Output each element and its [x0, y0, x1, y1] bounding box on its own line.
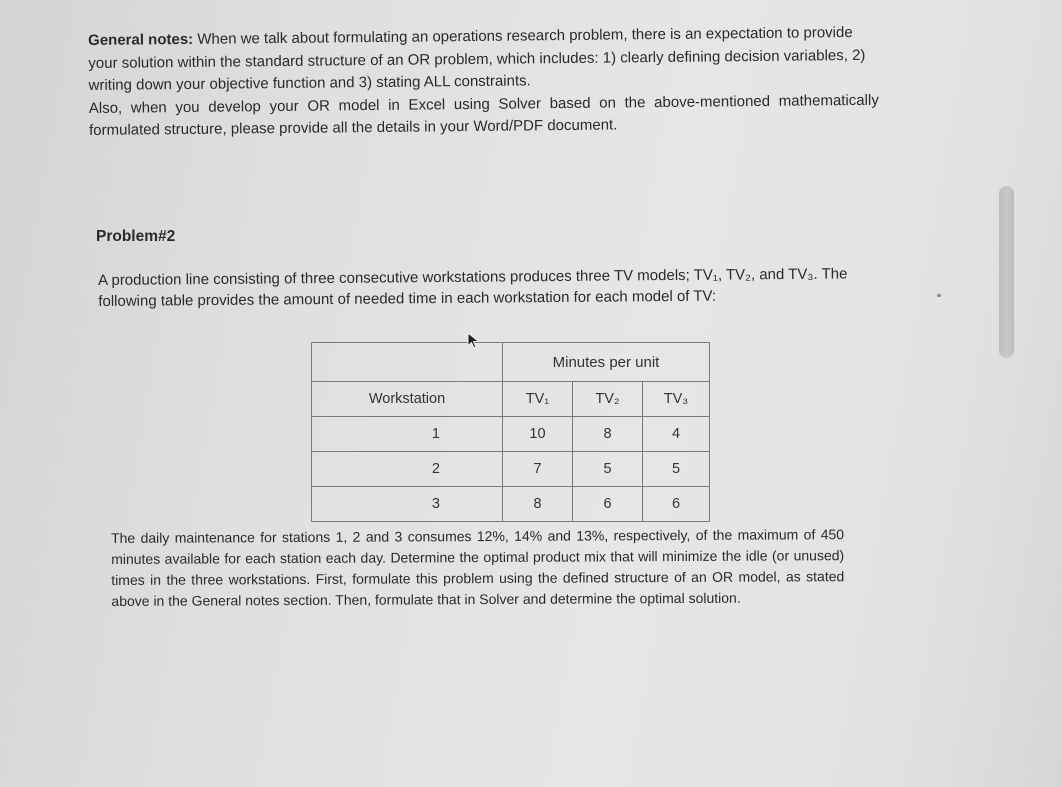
- maintenance-text: The daily maintenance for stations 1, 2 and 3 consumes 12%, 14% and 13%, respectively, of the maximum of 450 minutes available for each station each day. Determine the optimal product mix that will minimize the idle (or unused) times in the three workstations. First, formulate this problem using the defined structure of an OR model, as stated above in the General notes section. Then, formulate that in Solver and determine the optimal solution.: [111, 526, 845, 609]
- table-row: [312, 417, 710, 452]
- tv1-cell: 8: [503, 487, 573, 522]
- workstation-cell: 2: [312, 452, 503, 487]
- table-row: [312, 452, 710, 487]
- general-notes-paragraph-1: When we talk about formulating an operations research problem, there is an expectation to provide your solution within the standard structure of an OR problem, which includes: 1) clearly defining decision variables, 2) writing down your objective function and 3) stating ALL constraints.: [88, 23, 866, 94]
- minutes-per-unit-header: Minutes per unit: [503, 343, 710, 382]
- screen-speck: [937, 294, 941, 297]
- column-header-tv2: TV₂: [573, 382, 643, 417]
- column-header-tv1: TV₁: [503, 382, 573, 417]
- tv2-cell: 8: [573, 417, 643, 452]
- mouse-cursor-icon: [466, 331, 482, 356]
- tv2-cell: 6: [573, 487, 643, 522]
- table-header-row: [312, 382, 710, 417]
- table-group-header-row: [312, 343, 710, 382]
- minutes-table-wrap: [311, 342, 710, 522]
- table-row: [312, 487, 710, 522]
- tv1-cell: 10: [503, 417, 573, 452]
- general-notes: [88, 22, 879, 143]
- problem-intro-text: A production line consisting of three consecutive workstations produces three TV models; TV₁, TV₂, and TV₃. The following table provides the amount of needed time in each workstation for each model of TV:: [98, 265, 848, 310]
- general-notes-paragraph-2: Also, when you develop your OR model in Excel using Solver based on the above-mentioned mathematically formulated structure, please provide all the details in your Word/PDF document.: [88, 91, 879, 139]
- column-header-workstation: Workstation: [312, 382, 503, 417]
- tv2-cell: 5: [573, 452, 643, 487]
- tv3-cell: 6: [643, 487, 710, 522]
- problem-intro: [98, 263, 868, 312]
- workstation-cell: 1: [312, 417, 503, 452]
- general-notes-label: General notes:: [88, 30, 194, 49]
- workstation-cell: 3: [312, 487, 503, 522]
- column-header-tv3: TV₃: [643, 382, 710, 417]
- minutes-per-unit-table: [311, 342, 710, 522]
- maintenance-paragraph: [111, 524, 844, 612]
- vertical-scrollbar[interactable]: [999, 186, 1014, 358]
- problem-title: Problem#2: [96, 228, 176, 245]
- tv3-cell: 4: [643, 417, 710, 452]
- tv3-cell: 5: [643, 452, 710, 487]
- tv1-cell: 7: [503, 452, 573, 487]
